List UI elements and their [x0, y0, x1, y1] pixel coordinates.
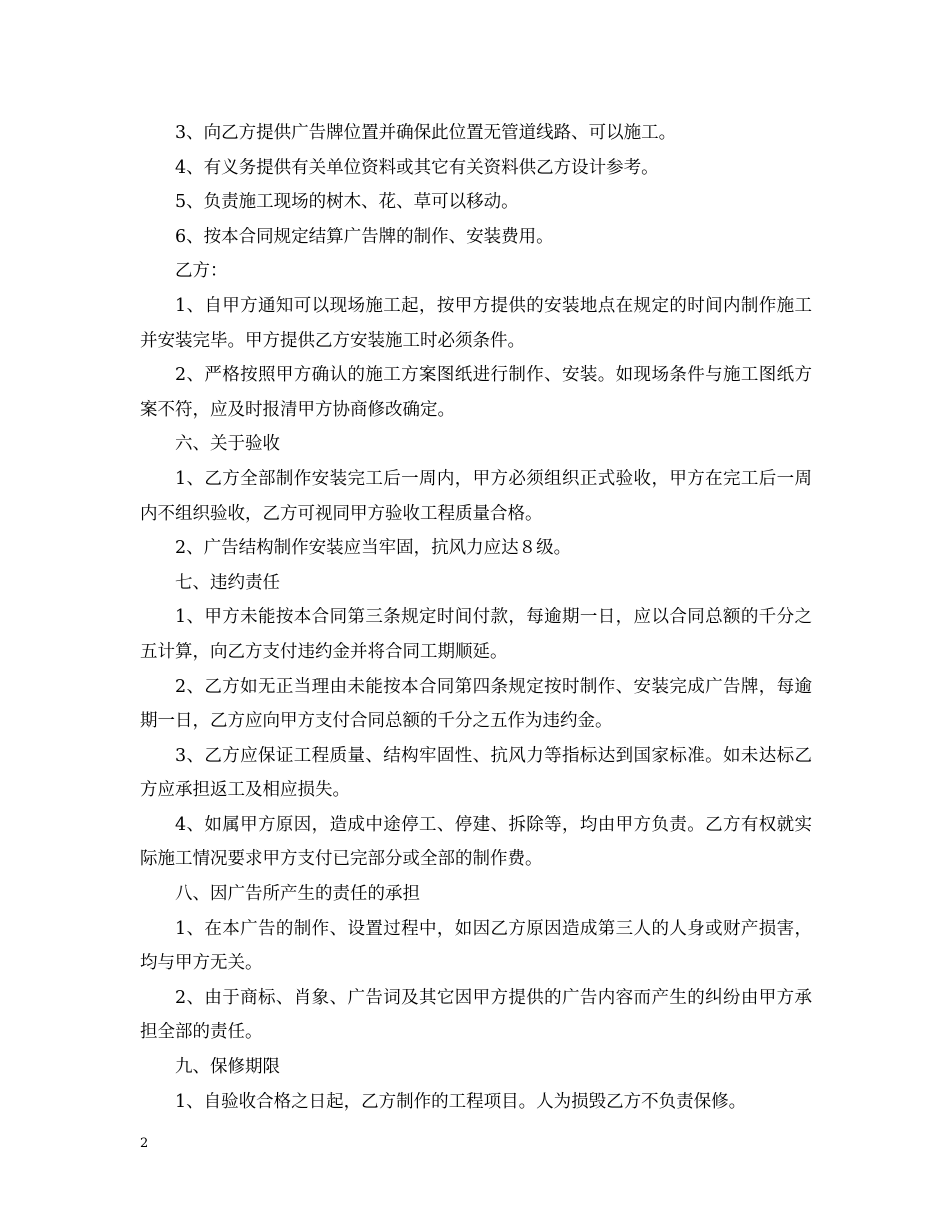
paragraph: 1、在本广告的制作、设置过程中，如因乙方原因造成第三人的人身或财产损害，均与甲方无关。 [140, 918, 812, 974]
paragraph: 3、乙方应保证工程质量、结构牢固性、抗风力等指标达到国家标准。如未达标乙方应承担返工及相应损失。 [140, 745, 812, 801]
paragraph: 2、乙方如无正当理由未能按本合同第四条规定按时制作、安装完成广告牌，每逾期一日，乙方应向甲方支付合同总额的千分之五作为违约金。 [140, 676, 812, 732]
paragraph: 6、按本合同规定结算广告牌的制作、安装费用。 [175, 226, 554, 247]
paragraph: 4、有义务提供有关单位资料或其它有关资料供乙方设计参考。 [175, 157, 659, 178]
section-heading: 七、违约责任 [175, 572, 280, 593]
paragraph: 1、自验收合格之日起，乙方制作的工程项目。人为损毁乙方不负责保修。 [175, 1091, 747, 1112]
paragraph: 2、由于商标、肖象、广告词及其它因甲方提供的广告内容而产生的纠纷由甲方承担全部的责任。 [140, 987, 812, 1043]
paragraph: 1、乙方全部制作安装完工后一周内，甲方必须组织正式验收，甲方在完工后一周内不组织验收，乙方可视同甲方验收工程质量合格。 [140, 468, 812, 524]
page-number: 2 [140, 1136, 149, 1151]
document-body [140, 116, 812, 1119]
section-heading: 九、保修期限 [175, 1057, 280, 1078]
section-heading: 八、因广告所产生的责任的承担 [175, 884, 420, 905]
section-heading: 乙方： [175, 261, 228, 282]
paragraph: 2、严格按照甲方确认的施工方案图纸进行制作、安装。如现场条件与施工图纸方案不符，应及时报清甲方协商修改确定。 [140, 365, 812, 420]
paragraph: 1、自甲方通知可以现场施工起，按甲方提供的安装地点在规定的时间内制作施工并安装完毕。甲方提供乙方安装施工时必须条件。 [140, 295, 812, 351]
paragraph: 1、甲方未能按本合同第三条规定时间付款，每逾期一日，应以合同总额的千分之五计算，向乙方支付违约金并将合同工期顺延。 [140, 607, 812, 662]
paragraph: 5、负责施工现场的树木、花、草可以移动。 [175, 192, 519, 213]
paragraph: 3、向乙方提供广告牌位置并确保此位置无管道线路、可以施工。 [175, 123, 677, 143]
paragraph: 2、广告结构制作安装应当牢固，抗风力应达８级。 [175, 538, 572, 559]
paragraph: 4、如属甲方原因，造成中途停工、停建、拆除等，均由甲方负责。乙方有权就实际施工情况要求甲方支付已完部分或全部的制作费。 [140, 814, 812, 870]
section-heading: 六、关于验收 [175, 434, 280, 455]
